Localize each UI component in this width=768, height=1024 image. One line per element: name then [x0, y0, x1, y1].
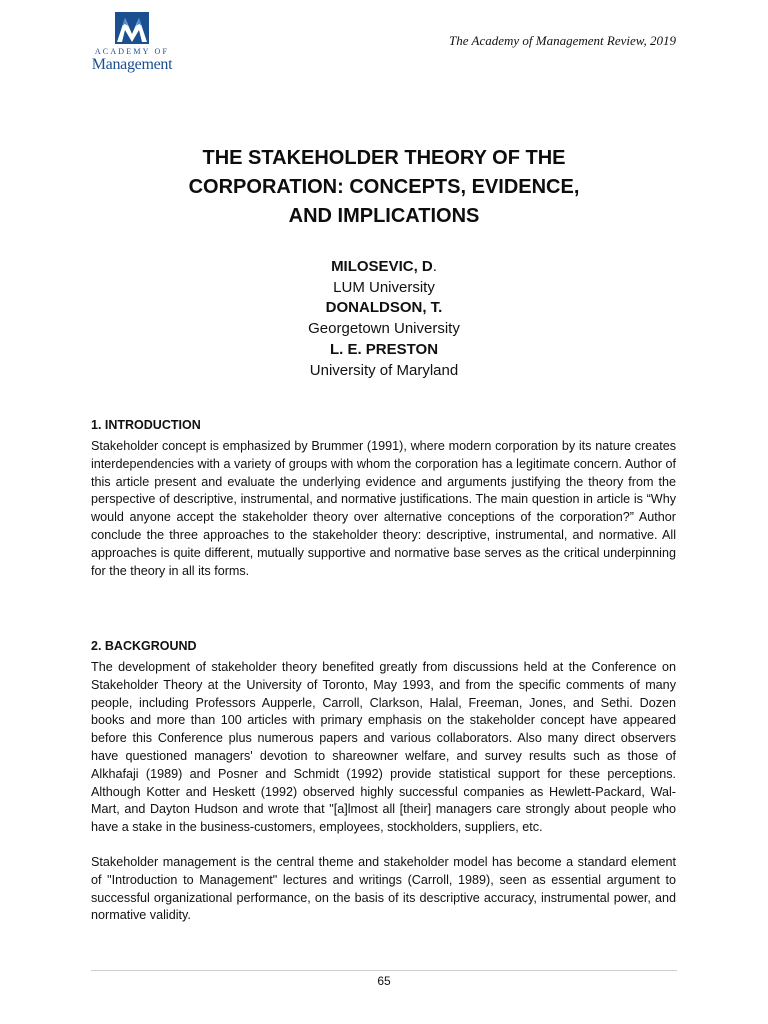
journal-citation: The Academy of Management Review, 2019 — [449, 33, 676, 48]
section-introduction — [91, 417, 676, 580]
mountain-logo-icon — [115, 12, 149, 44]
body-paragraph: The development of stakeholder theory benefited greatly from discussions held at the Conference on Stakeholder Theory at the University of Toronto, May 1993, and from the specific comments of many people, including Professors Aupperle, Carroll, Clarkson, Halal, Freeman, Jones, and Sethi. Dozen books and more than 100 articles with primary emphasis on the stakeholder concept have appeared before this Conference plus numerous papers and various collaborators. Also many direct observers have questioned managers' devotion to shareowner welfare, and survey results such as those of Alkhafaji (1989) and Posner and Schmidt (1992) provide statistical support for these perceptions. Although Kotter and Heskett (1992) observed highly successful companies as Hewlett-Packard, Wal-Mart, and Dayton Hudson and wrote that "[a]lmost all [their] managers care strongly about people who have a stake in the business-customers, employees, stockholders, suppliers, etc. — [91, 660, 676, 835]
page-number: 65 — [377, 974, 391, 988]
section-background — [91, 638, 676, 925]
footer-divider — [91, 970, 677, 971]
author-affiliation: University of Maryland — [309, 361, 459, 379]
author-affiliation: LUM University — [333, 278, 435, 296]
section-heading: 1. INTRODUCTION — [91, 418, 201, 432]
logo-text-academy: ACADEMY OF — [94, 47, 170, 56]
author-block — [0, 257, 768, 381]
author-name: DONALDSON, T. — [325, 299, 443, 317]
academy-of-management-logo — [82, 12, 182, 73]
author-name-suffix: . — [432, 258, 437, 275]
body-paragraph: Stakeholder management is the central theme and stakeholder model has become a standard element of "Introduction to Management" lectures and writings (Carroll, 1989), seen as essential argument to successful organizational performance, on the basis of its descriptive accuracy, instrumental power, and normative validity. — [91, 854, 676, 923]
author-name-text: MILOSEVIC, D — [331, 258, 433, 275]
title-line: CORPORATION: CONCEPTS, EVIDENCE, — [188, 176, 580, 198]
section-heading: 2. BACKGROUND — [91, 639, 197, 653]
title-line: THE STAKEHOLDER THEORY OF THE — [202, 147, 566, 169]
author-name: L. E. PRESTON — [329, 340, 439, 358]
logo-text-management: Management — [91, 56, 173, 73]
author-affiliation: Georgetown University — [308, 320, 460, 338]
body-paragraph: Stakeholder concept is emphasized by Brummer (1991), where modern corporation by its nature creates interdependencies with a variety of groups with whom the corporation has a legitimate concern. Author of this article present and evaluate the underlying evidence and arguments justifying the theory from the perspective of descriptive, instrumental, and normative justifications. The main question in article is “Why would anyone accept the stakeholder theory over alternative conceptions of the corporation?” Author conclude the three approaches to the stakeholder theory: descriptive, instrumental, and normative. All approaches is quite different, mutually supportive and normative base serves as the critical underpinning for the theory in all its forms. — [91, 439, 676, 578]
author-name — [0, 257, 768, 278]
title-line: AND IMPLICATIONS — [288, 205, 480, 227]
article-title — [0, 144, 768, 231]
